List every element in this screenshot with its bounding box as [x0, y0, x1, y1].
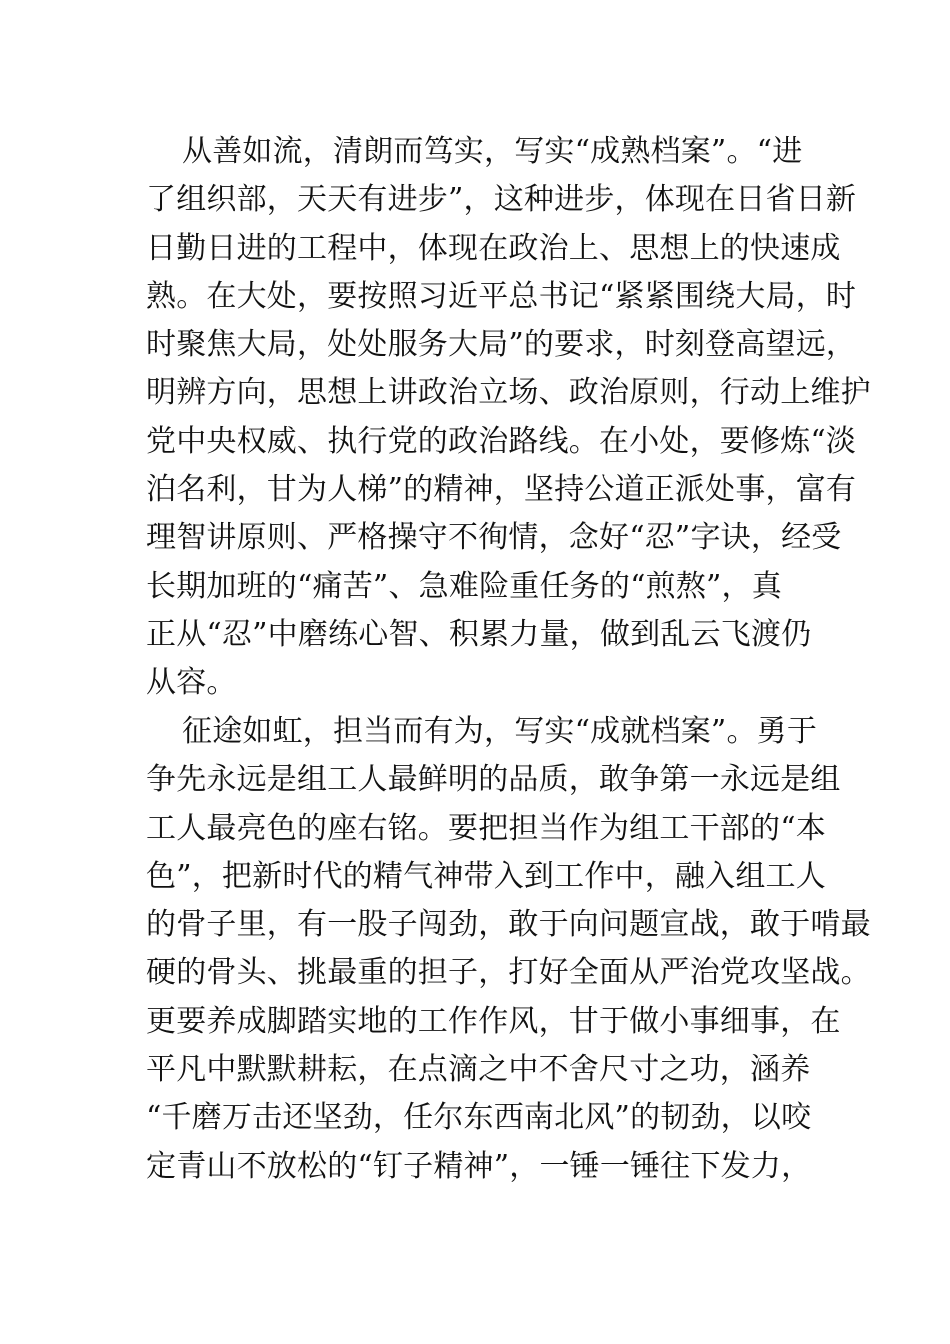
paragraph-line: 泊名利，甘为人梯”的精神，坚持公道正派处事，富有 — [146, 472, 857, 508]
paragraph-line: 理智讲原则、严格操守不徇情，念好“忍”字诀，经受 — [146, 520, 842, 556]
paragraph-line: 硬的骨头、挑最重的担子，打好全面从严治党攻坚战。 — [146, 955, 871, 991]
paragraph-line: 色”，把新时代的精气神带入到工作中，融入组工人 — [146, 858, 826, 894]
paragraph-line: 正从“忍”中磨练心智、积累力量，做到乱云飞渡仍 — [146, 616, 812, 652]
paragraph-line: 争先永远是组工人最鲜明的品质，敢争第一永远是组 — [146, 762, 841, 798]
paragraph-line: 工人最亮色的座右铭。要把担当作为组工干部的“本 — [146, 810, 826, 846]
paragraph-line: 定青山不放松的“钉子精神”，一锤一锤往下发力， — [146, 1148, 812, 1184]
paragraph-line: 的骨子里，有一股子闯劲，敢于向问题宣战，敢于啃最 — [146, 907, 871, 943]
paragraph-line: 平凡中默默耕耘，在点滴之中不舍尺寸之功，涵养 — [146, 1052, 811, 1088]
paragraph-line: 党中央权威、执行党的政治路线。在小处，要修炼“淡 — [146, 423, 857, 459]
paragraph-line: 明辨方向，思想上讲政治立场、政治原则，行动上维护 — [146, 375, 871, 411]
paragraph-line: “千磨万击还坚劲，任尔东西南北风”的韧劲，以咬 — [146, 1100, 812, 1136]
paragraph-line: 从容。 — [146, 665, 237, 701]
paragraph-line: 日勤日进的工程中，体现在政治上、思想上的快速成 — [146, 230, 841, 266]
paragraph-line: 更要养成脚踏实地的工作作风，甘于做小事细事，在 — [146, 1003, 841, 1039]
paragraph-achievement-archive — [146, 708, 871, 1191]
paragraph-line: 征途如虹，担当而有为，写实“成就档案”。勇于 — [182, 714, 818, 749]
paragraph-maturity-archive — [146, 128, 871, 708]
paragraph-line: 了组织部，天天有进步”，这种进步，体现在日省日新 — [146, 182, 857, 218]
paragraph-line: 时聚焦大局，处处服务大局”的要求，时刻登高望远， — [146, 327, 857, 363]
paragraph-line: 长期加班的“痛苦”、急难险重任务的“煎熬”，真 — [146, 568, 782, 604]
paragraph-line: 熟。在大处，要按照习近平总书记“紧紧围绕大局，时 — [146, 278, 857, 314]
paragraph-line: 从善如流，清朗而笃实，写实“成熟档案”。“进 — [182, 134, 803, 169]
